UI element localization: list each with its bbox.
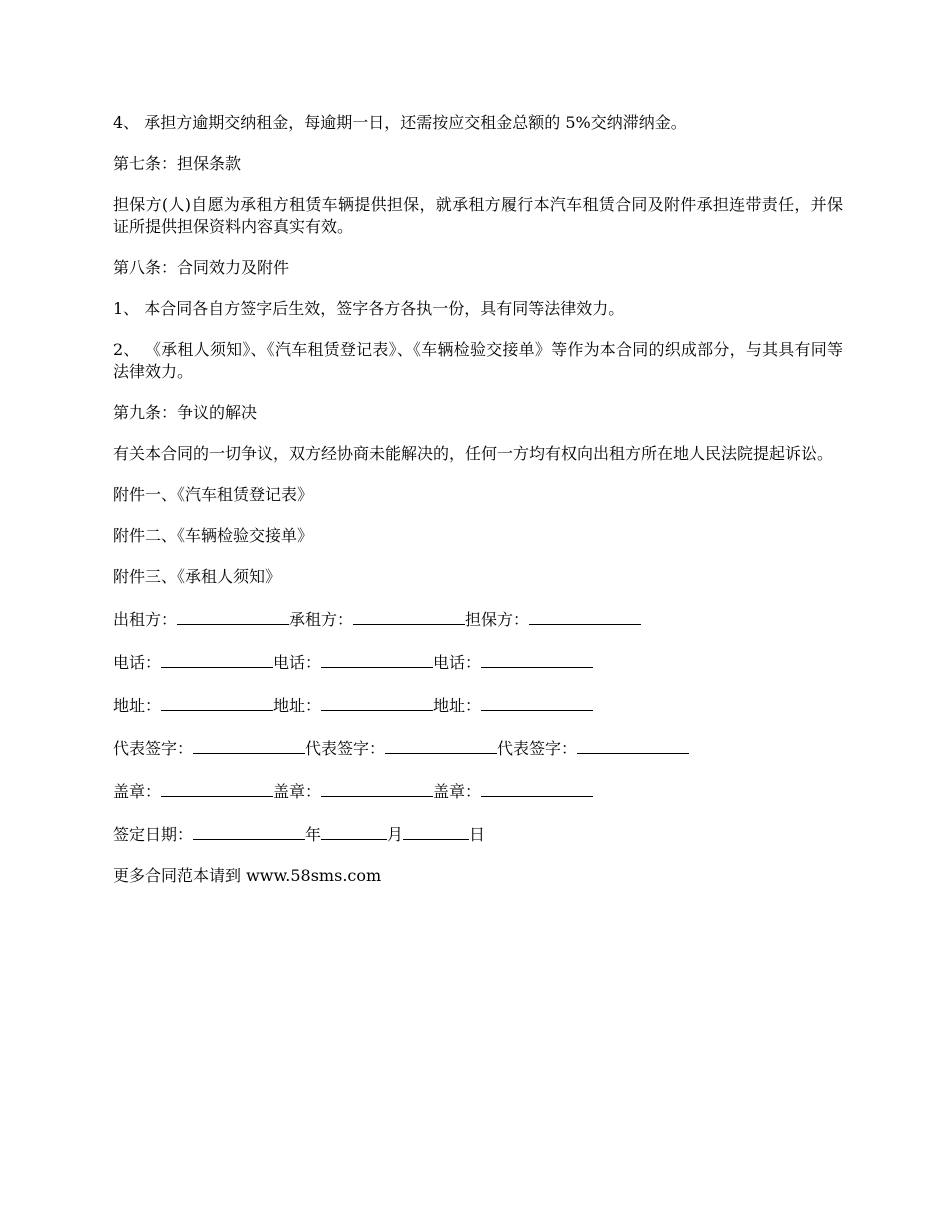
address-row: [113, 693, 843, 717]
address-blank[interactable]: [481, 693, 593, 711]
signing-date-row: [113, 822, 843, 846]
lessee-label: 承租方：: [289, 610, 354, 629]
lessee-blank[interactable]: [353, 607, 465, 625]
phone-row: [113, 650, 843, 674]
article-9-heading: 第九条：争议的解决: [113, 403, 258, 422]
lessor-label: 出租方：: [113, 610, 178, 629]
attachment-1: 附件一、《汽车租赁登记表》: [113, 485, 314, 504]
article-7-heading: 第七条：担保条款: [113, 154, 242, 173]
party-signature-row: [113, 607, 843, 631]
address-label: 地址：: [113, 696, 162, 715]
seal-label: 盖章：: [273, 782, 322, 801]
day-label: 日: [469, 825, 486, 844]
seal-label: 盖章：: [113, 782, 162, 801]
guarantor-label: 担保方：: [465, 610, 530, 629]
representative-blank[interactable]: [385, 736, 497, 754]
address-blank[interactable]: [161, 693, 273, 711]
phone-blank[interactable]: [481, 650, 593, 668]
representative-row: [113, 736, 843, 760]
seal-blank[interactable]: [161, 779, 273, 797]
address-label: 地址：: [273, 696, 322, 715]
seal-blank[interactable]: [481, 779, 593, 797]
seal-label: 盖章：: [433, 782, 482, 801]
signing-date-label: 签定日期：: [113, 825, 194, 844]
representative-blank[interactable]: [577, 736, 689, 754]
clause-attachments: 2、 《承租人须知》、《汽车租赁登记表》、《车辆检验交接单》等作为本合同的织成部分，与其具有同等法律效力。: [113, 340, 843, 381]
phone-label: 电话：: [433, 653, 482, 672]
phone-blank[interactable]: [161, 650, 273, 668]
month-blank[interactable]: [321, 822, 387, 840]
seal-row: [113, 779, 843, 803]
phone-label: 电话：: [113, 653, 162, 672]
clause-late-fee: 4、 承担方逾期交纳租金，每逾期一日，还需按应交租金总额的 5%交纳滞纳金。: [113, 113, 687, 132]
representative-label: 代表签字：: [497, 739, 578, 758]
address-label: 地址：: [433, 696, 482, 715]
address-blank[interactable]: [321, 693, 433, 711]
phone-blank[interactable]: [321, 650, 433, 668]
clause-effectiveness: 1、 本合同各自方签字后生效，签字各方各执一份，具有同等法律效力。: [113, 299, 625, 318]
more-templates-text: 更多合同范本请到 www.58sms.com: [113, 866, 382, 885]
day-blank[interactable]: [403, 822, 469, 840]
document-page: [113, 112, 843, 906]
guarantor-blank[interactable]: [529, 607, 641, 625]
month-label: 月: [387, 825, 404, 844]
phone-label: 电话：: [273, 653, 322, 672]
seal-blank[interactable]: [321, 779, 433, 797]
guarantee-clause: 担保方(人)自愿为承租方租赁车辆提供担保，就承租方履行本汽车租赁合同及附件承担连带责任，并保证所提供担保资料内容真实有效。: [113, 195, 843, 236]
dispute-clause: 有关本合同的一切争议，双方经协商未能解决的，任何一方均有权向出租方所在地人民法院提起诉讼。: [113, 444, 834, 463]
article-8-heading: 第八条：合同效力及附件: [113, 258, 290, 277]
representative-label: 代表签字：: [113, 739, 194, 758]
year-label: 年: [305, 825, 322, 844]
representative-label: 代表签字：: [305, 739, 386, 758]
attachment-2: 附件二、《车辆检验交接单》: [113, 526, 314, 545]
representative-blank[interactable]: [193, 736, 305, 754]
attachment-3: 附件三、《承租人须知》: [113, 567, 282, 586]
lessor-blank[interactable]: [177, 607, 289, 625]
year-blank[interactable]: [193, 822, 305, 840]
